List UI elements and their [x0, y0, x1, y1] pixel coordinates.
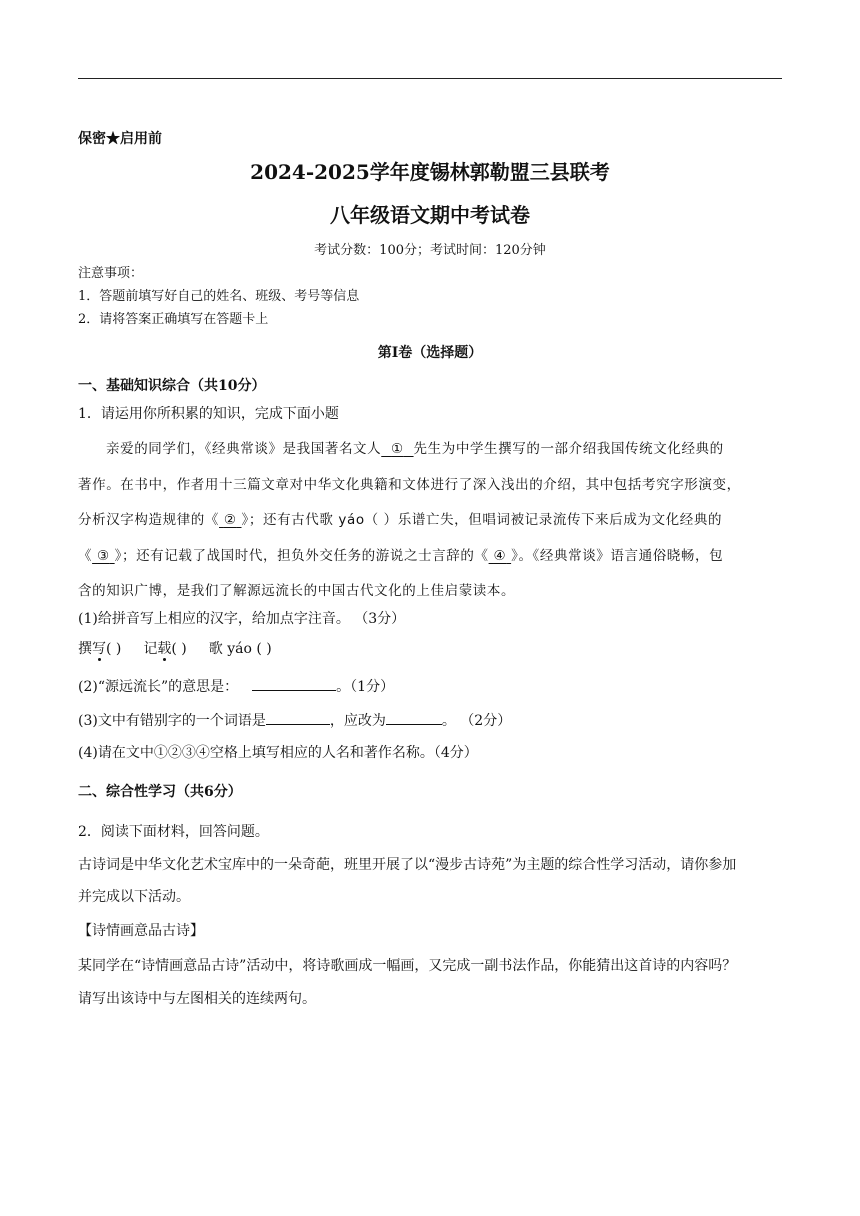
passage-line-3 — [78, 511, 782, 529]
blank-2: ② — [223, 512, 237, 528]
passage-text: 《 — [78, 548, 93, 564]
section1-heading: 一、基础知识综合（共10分） — [78, 378, 266, 394]
section2-para2-line2: 请写出该诗中与左图相关的连续两句。 — [78, 991, 316, 1007]
exam-title: 2024-2025学年度锡林郭勒盟三县联考 — [250, 160, 610, 184]
passage-line-1 — [78, 440, 782, 458]
blank-1: ① — [391, 441, 404, 457]
passage-line-2: 著作。在书中，作者用十三篇文章对中华文化典籍和文体进行了深入浅出的介绍，其中包括考究字形演变， — [78, 477, 741, 493]
passage-text: 先生为中学生撰写的一部介绍我国传统文化经典的 — [413, 441, 724, 457]
confidential-label: 保密★启用前 — [78, 131, 162, 147]
sub3-score: 。 （2分） — [441, 713, 512, 729]
notes-heading: 注意事项： — [78, 266, 144, 281]
passage-line-5: 含的知识广博，是我们了解源远流长的中国古代文化的上佳启蒙读本。 — [78, 583, 516, 599]
volume-title: 第Ⅰ卷（选择题） — [377, 345, 483, 361]
passage-text: 分析汉字构造规律的《 — [78, 512, 219, 528]
item-a-char: 撰 — [78, 641, 92, 657]
passage-text: 》。《经典常谈》语言通俗晓畅，包 — [511, 548, 724, 564]
item-a-dotted-char: 写 — [92, 641, 106, 657]
blank-3: ③ — [97, 548, 110, 564]
exam-subtitle: 八年级语文期中考试卷 — [330, 203, 530, 227]
item-c-pinyin: 歌 yáo — [208, 641, 252, 657]
exam-info: 考试分数：100分；考试时间：120分钟 — [314, 243, 546, 258]
sub-question-3 — [78, 710, 782, 730]
q1-stem: 1．请运用你所积累的知识，完成下面小题 — [78, 406, 339, 422]
sub2-answer-blank[interactable] — [252, 676, 336, 691]
sub3-text-2: ，应改为 — [329, 713, 386, 729]
item-c-answer-blank[interactable]: ( ) — [256, 641, 272, 657]
passage-text: 亲爱的同学们，《经典常谈》是我国著名文人 — [106, 441, 382, 457]
sub3-answer-blank-1[interactable] — [266, 710, 330, 725]
section2-para2-line1: 某同学在“诗情画意品古诗”活动中，将诗歌画成一幅画，又完成一副书法作品，你能猜出这首诗的内容吗？ — [78, 958, 737, 974]
note-item-1: 1．答题前填写好自己的姓名、班级、考号等信息 — [78, 289, 360, 304]
item-b-dotted-char: 载 — [157, 641, 172, 657]
passage-text: 》；还有记载了战国时代，担负外交任务的游说之士言辞的《 — [114, 548, 489, 564]
blank-4: ④ — [493, 548, 507, 564]
sub-question-1: (1)给拼音写上相应的汉字，给加点字注音。 （3分） — [78, 611, 406, 627]
top-rule — [78, 78, 782, 79]
sub3-answer-blank-2[interactable] — [386, 710, 442, 725]
item-b-char: 记 — [143, 641, 158, 657]
sub2-score: 。（1分） — [336, 679, 395, 695]
activity-title: 【诗情画意品古诗】 — [78, 923, 204, 939]
item-a-answer-blank[interactable]: ( ) — [106, 641, 122, 657]
item-b-answer-blank[interactable]: ( ) — [171, 641, 187, 657]
sub-question-1-items — [78, 640, 782, 658]
section2-heading: 二、综合性学习（共6分） — [78, 784, 242, 800]
section2-para1-line1: 古诗词是中华文化艺术宝库中的一朵奇葩，班里开展了以“漫步古诗苑”为主题的综合性学习活动，请你参加 — [78, 857, 737, 873]
sub3-text: (3)文中有错别字的一个词语是 — [78, 713, 266, 729]
passage-text: 》；还有古代歌 yáo（ ）乐谱亡失，但唱词被记录流传下来后成为文化经典的 — [241, 512, 723, 528]
sub-question-4: (4)请在文中①②③④空格上填写相应的人名和著作名称。（4分） — [78, 745, 478, 761]
note-item-2: 2．请将答案正确填写在答题卡上 — [78, 312, 269, 327]
section2-para1-line2: 并完成以下活动。 — [78, 889, 190, 905]
sub-question-2 — [78, 676, 782, 696]
sub2-text: (2)“源远流长”的意思是： — [78, 679, 239, 695]
q2-stem: 2．阅读下面材料，回答问题。 — [78, 824, 269, 840]
passage-line-4 — [78, 547, 782, 565]
